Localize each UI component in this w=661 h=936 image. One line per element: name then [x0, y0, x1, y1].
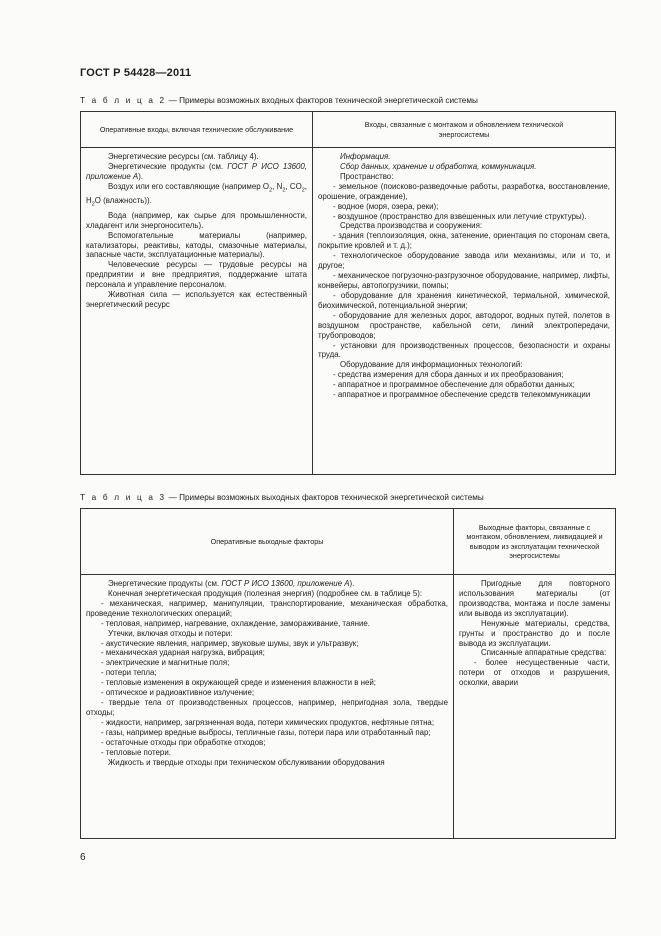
page-number: 6 [80, 852, 86, 863]
table2 [80, 111, 616, 475]
t3c1-line: - тепловая, например, нагревание, охлаждение, замораживание, таяние. [101, 618, 370, 628]
t2c2-line: - оборудование для хранения кинетической, термальной, химической, биохимической, потенциальной энергии; [318, 290, 610, 310]
t2c1-line: Вспомогательные материалы (например, катализаторы, реактивы, катоды, смазочные материалы, запасные части, эксплуатационные материалы). [86, 230, 307, 260]
t3c1-line: - электрические и магнитные поля; [101, 658, 230, 668]
t2c2-line: - оборудование для железных дорог, автодорог, водных путей, полетов в воздушном пространстве, кабельной сети, линий электропередачи, трубопроводов; [318, 310, 610, 340]
t3c1-line: - твердые тела от производственных процессов, например, непригодная зола, твердые отходы; [86, 698, 448, 717]
t2c2-line: Оборудование для информационных технологий: [340, 360, 523, 370]
table3-body-col1 [81, 575, 454, 839]
t3c1-line: - остаточные отходы при обработке отходов; [101, 737, 266, 747]
t2c2-line: - технологическое оборудование завода или механизмы, или и то, и другое; [318, 251, 610, 271]
t2c2-line: - водное (моря, озера, реки); [333, 201, 439, 211]
t3c1-line: - жидкости, например, загрязненная вода, потери химических продуктов, нефтяные пятна; [101, 717, 435, 727]
table2-caption-label: Т а б л и ц а 2 [80, 96, 167, 105]
table3 [80, 508, 616, 839]
t2c2-line: - средства измерения для сбора данных и их преобразования; [333, 370, 564, 380]
t3c1-line: - тепловые изменения в окружающей среде и изменения влажности в ней; [101, 678, 376, 688]
t2c2-line: Сбор данных, хранение и обработка, коммуникация. [340, 161, 537, 171]
table2-header-col2: Входы, связанные с монтажом и обновлением технической энергосистемы [313, 112, 616, 148]
t3c1-line: - потери тепла; [101, 668, 157, 678]
table2-header-col1: Оперативные входы, включая технические обслуживание [81, 112, 313, 148]
table3-caption [80, 493, 484, 502]
t2c1-line: Человеческие ресурсы — трудовые ресурсы на предприятии и вне предприятия, поддержание штата персонала и управление персоналом. [86, 260, 307, 290]
table2-body-col1 [81, 148, 313, 475]
document-id: ГОСТ Р 54428—2011 [80, 67, 192, 79]
t3c1-line: Энергетические продукты (см. ГОСТ Р ИСО 13600, приложение А). [108, 579, 355, 588]
t2c2-line: - земельное (поисково-разведочные работы, разработка, восстановление, орошение, ограждение), [318, 181, 610, 201]
t3c2-line: - более несущественные части, потери от отходов и разрушения, осколки, аварии [459, 658, 610, 688]
t2c2-line: - механическое погрузочно-разгрузочное оборудование, например, лифты, конвейеры, автопогрузчики, помпы; [318, 271, 610, 290]
table2-caption [80, 96, 478, 105]
t3c1-line: - оптическое и радиоактивное излучение; [101, 688, 255, 698]
t2c2-line: Информация. [340, 152, 391, 161]
t3c2-line: Списанные аппаратные средства: [481, 648, 607, 658]
table2-body-col2 [313, 148, 616, 475]
table2-caption-text: — Примеры возможных входных факторов технической энергетической системы [166, 96, 478, 105]
t3c1-line: - механическая, например, манипуляции, транспортирование, механическая обработка, проведение технологических операций; [86, 598, 448, 618]
t3c1-line: - акустические явления, например, звуковые шумы, звук и ультразвук; [101, 638, 359, 648]
table3-caption-label: Т а б л и ц а 3 [80, 493, 167, 502]
t3c2-line: Пригодные для повторного использования материалы (от производства, монтажа и после замены или вывода из эксплуатации). [459, 579, 610, 618]
t2c2-line: - аппаратное и программное обеспечение средств телекоммуникации [333, 390, 591, 400]
t3c1-line: Жидкость и твердые отходы при техническом обслуживании оборудования [108, 757, 385, 767]
table3-body-col2 [454, 575, 616, 839]
t2c1-line: Вода (например, как сырье для промышленности, хладагент или энергоноситель). [86, 210, 307, 230]
t3c1-line: Утечки, включая отходы и потери: [108, 628, 233, 638]
t3c2-line: Ненужные материалы, средства, грунты и пространство до и после вывода из эксплуатации. [459, 618, 610, 648]
table3-header-col1: Оперативные выходные факторы [81, 509, 454, 575]
t2c2-line: - установки для производственных процессов, безопасности и охраны труда. [318, 340, 610, 360]
t2c2-line: Пространство: [340, 171, 394, 181]
table3-header-col2: Выходные факторы, связанные с монтажом, обновлением, ликвидацией и выводом из эксплуатации технической энергосистемы [454, 509, 616, 575]
t2c1-line: Воздух или его составляющие (например $O_2$, $N_2$, $CO_2$, $H_2O$ (влажность)). [86, 181, 307, 208]
t2c1-line: Животная сила — используется как естественный энергетический ресурс [86, 290, 307, 310]
t2c2-line: Средства производства и сооружения: [340, 221, 483, 231]
t2c2-line: - аппаратное и программное обеспечение для обработки данных; [333, 380, 575, 390]
t2c1-line: Энергетические ресурсы (см. таблицу 4). [108, 152, 259, 161]
t3c1-line: - механическая ударная нагрузка, вибрация; [101, 648, 265, 658]
table3-caption-text: — Примеры возможных выходных факторов технической энергетической системы [166, 493, 484, 502]
t3c1-line: - тепловые потери. [101, 747, 171, 757]
t3c1-line: Конечная энергетическая продукция (полезная энергия) (подробнее см. в таблице 5): [108, 588, 423, 598]
t3c1-line: - газы, например вредные выбросы, тепличные газы, потери пара или отработанный пар; [101, 727, 431, 737]
t2c1-line: Энергетические продукты (см. ГОСТ Р ИСО 13600, приложение А). [86, 161, 308, 181]
t2c2-line: - воздушное (пространство для взвешенных или летучие структуры). [333, 211, 587, 221]
t2c2-line: - здания (теплоизоляция, окна, затенение, ориентация по сторонам света, покрытие кровлей и т. д.); [318, 231, 610, 251]
